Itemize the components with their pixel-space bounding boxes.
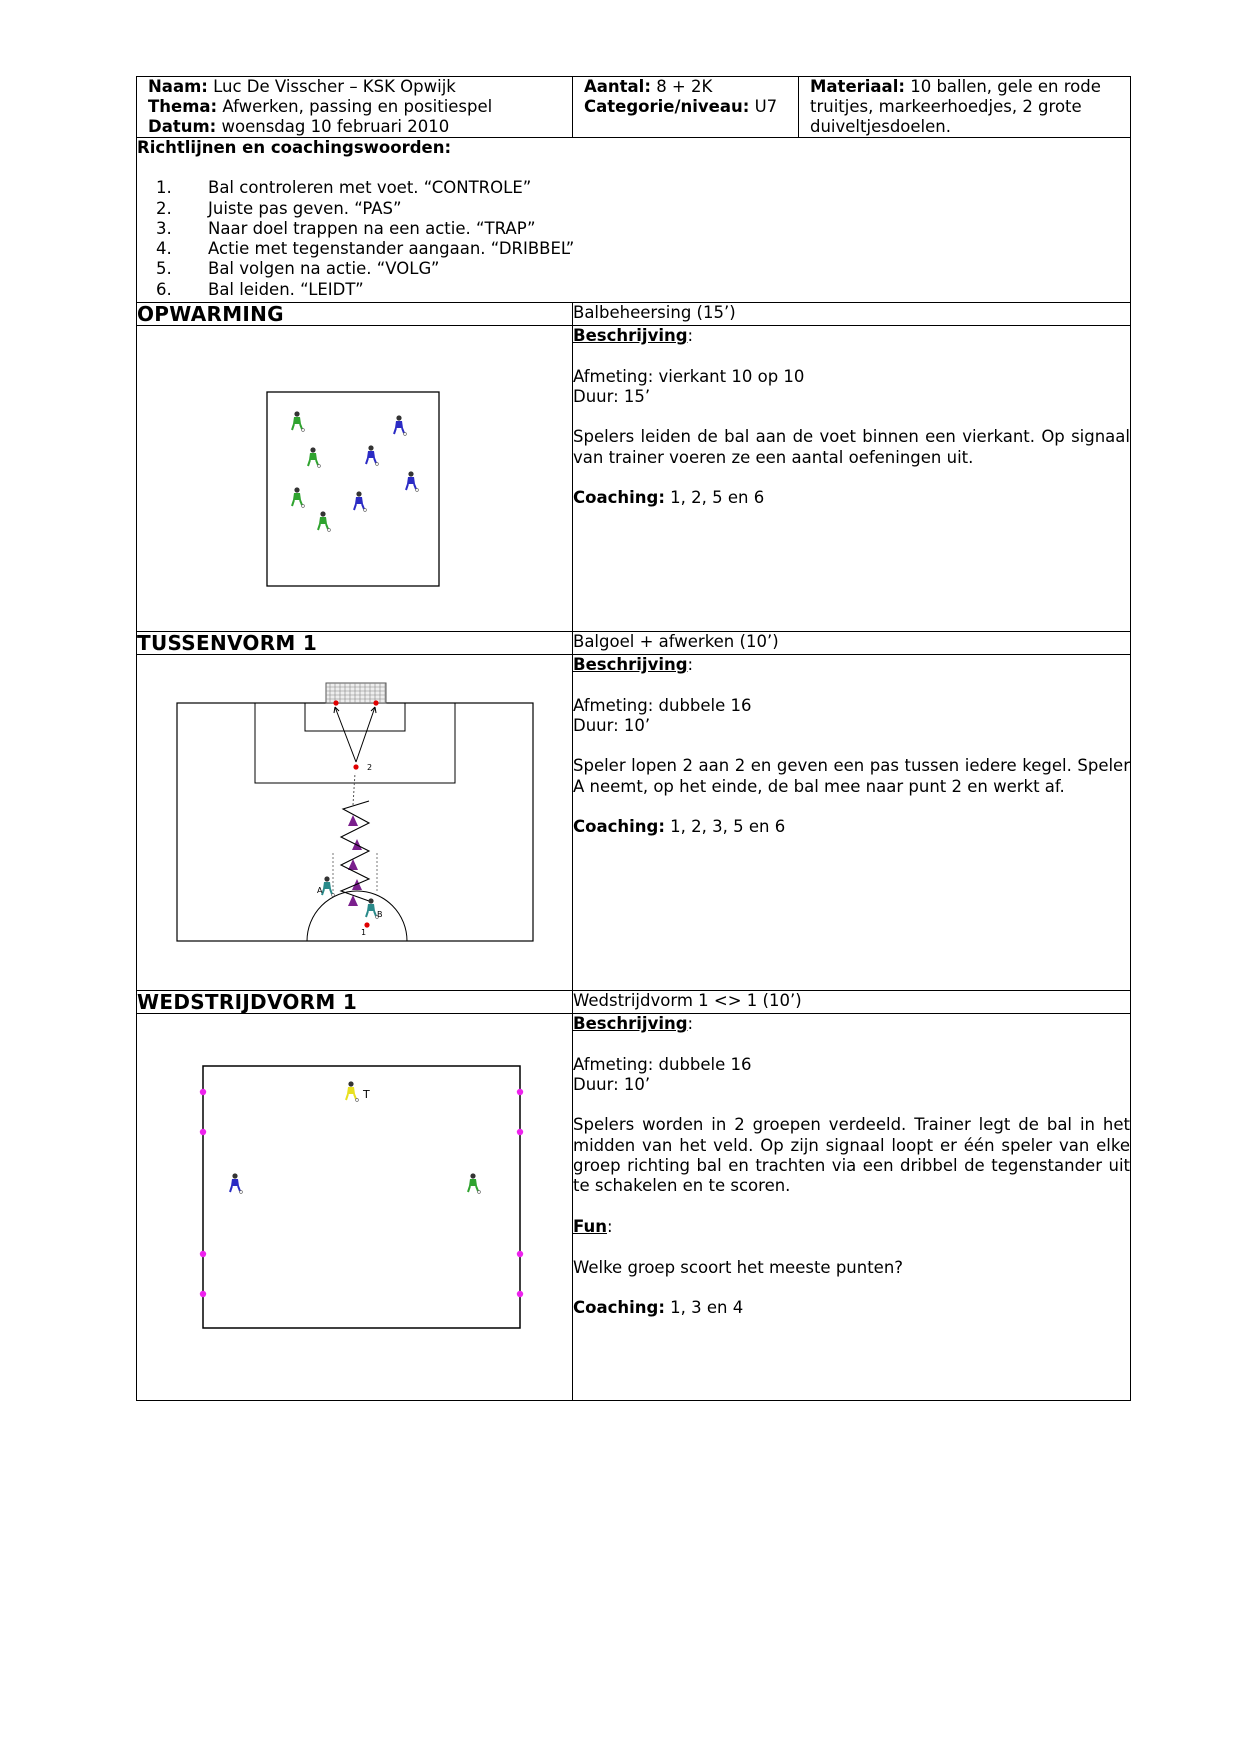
- point-2-marker: [353, 764, 358, 769]
- header-material-cell: [799, 77, 1131, 138]
- player-b-label: B: [377, 910, 383, 919]
- section-subtitle: Balbeheersing (15’): [573, 303, 1131, 326]
- description-text: Spelers leiden de bal aan de voet binnen een vierkant. Op signaal van trainer voeren ze een aantal oefeningen uit.: [573, 427, 1130, 467]
- training-table: [136, 76, 1131, 1401]
- coaching-value: 1, 3 en 4: [670, 1298, 744, 1318]
- guideline-item: [137, 239, 1130, 259]
- thema-value: Afwerken, passing en positiespel: [222, 97, 493, 116]
- player-shirt: [323, 882, 331, 889]
- guideline-item: [137, 199, 1130, 219]
- player-shirt: [367, 904, 375, 911]
- guideline-item: [137, 219, 1130, 239]
- categorie-value: U7: [754, 97, 778, 116]
- section-header-row: [137, 991, 1131, 1014]
- materiaal-value: 10 ballen, gele en rode truitjes, markeerhoedjes, 2 grote duiveltjesdoelen.: [810, 77, 1101, 136]
- ball-icon: [416, 489, 419, 492]
- goal-post-marker: [373, 700, 378, 705]
- description-cell: Beschrijving: Afmeting: dubbele 16 Duur: 10’ Spelers worden in 2 groepen verdeeld. Trainer legt de bal in het midden van het veld. Op zijn signaal loopt er één speler van elke groep richting bal en trachten via een dribbel de tegenstander uit te schakelen en te scoren. Fun: Welke groep scoort het meeste punten? Coaching: 1, 3 en 4: [573, 1014, 1131, 1401]
- ball-icon: [376, 463, 379, 466]
- section-body-row: [137, 1014, 1131, 1401]
- categorie-label: Categorie/niveau:: [584, 97, 750, 116]
- fun-label: Fun: [573, 1216, 607, 1236]
- coaching-value: 1, 2, 5 en 6: [670, 488, 765, 508]
- player-a-label: A: [317, 886, 323, 895]
- match-field: [203, 1066, 520, 1328]
- player-shirt: [309, 453, 317, 460]
- player-head: [232, 1173, 237, 1178]
- duur-text: Duur: 15’: [573, 386, 651, 406]
- ball-icon: [478, 1191, 481, 1194]
- player-head: [320, 511, 325, 516]
- section-title: OPWARMING: [137, 303, 573, 326]
- ball-icon: [404, 433, 407, 436]
- cone-marker: [517, 1251, 523, 1257]
- cone-marker: [200, 1129, 206, 1135]
- ball-icon: [364, 509, 367, 512]
- cone-marker: [517, 1291, 523, 1297]
- materiaal-label: Materiaal:: [810, 77, 905, 96]
- description-cell: Beschrijving: Afmeting: dubbele 16 Duur: 10’ Speler lopen 2 aan 2 en geven een pas tussen iedere kegel. Speler A neemt, op het einde, de bal mee naar punt 2 en werkt af. Coaching: 1, 2, 3, 5 en 6: [573, 655, 1131, 991]
- description-cell: Beschrijving: Afmeting: vierkant 10 op 10 Duur: 15’ Spelers leiden de bal aan de voet binnen een vierkant. Op signaal van trainer voeren ze een aantal oefeningen uit. Coaching: 1, 2, 5 en 6: [573, 326, 1131, 632]
- datum-label: Datum:: [148, 117, 217, 136]
- player-head: [408, 471, 413, 476]
- guideline-text: Bal leiden. “LEIDT”: [208, 279, 364, 299]
- datum-value: woensdag 10 februari 2010: [221, 117, 450, 136]
- ball-icon: [240, 1191, 243, 1194]
- header-row: [137, 77, 1131, 138]
- aantal-label: Aantal:: [584, 77, 651, 96]
- section-header-row: [137, 303, 1131, 326]
- fun-text: Welke groep scoort het meeste punten?: [573, 1257, 904, 1277]
- guideline-text: Juiste pas geven. “PAS”: [208, 198, 402, 218]
- point-1-label: 1: [361, 928, 367, 937]
- player-shirt: [293, 493, 301, 500]
- section-title: TUSSENVORM 1: [137, 632, 573, 655]
- coaching-label: Coaching:: [573, 817, 665, 837]
- warmup-diagram: [137, 326, 571, 630]
- coaching-label: Coaching:: [573, 488, 665, 508]
- player-head: [324, 876, 329, 881]
- description-label: Beschrijving: [573, 655, 688, 674]
- player-head: [294, 487, 299, 492]
- point-2-label: 2: [367, 763, 373, 772]
- player-head: [368, 898, 373, 903]
- guideline-text: Naar doel trappen na een actie. “TRAP”: [208, 218, 536, 238]
- cone-marker: [200, 1089, 206, 1095]
- guidelines-list: [137, 178, 1130, 300]
- ball-icon: [318, 465, 321, 468]
- player-head: [348, 1081, 353, 1086]
- duur-text: Duur: 10’: [573, 1074, 651, 1094]
- player-shirt: [367, 451, 375, 458]
- drill-diagram: [137, 655, 571, 989]
- cone-marker: [200, 1251, 206, 1257]
- description-text: Speler lopen 2 aan 2 en geven een pas tussen iedere kegel. Speler A neemt, op het einde, de bal mee naar punt 2 en werkt af.: [573, 756, 1130, 796]
- guidelines-title: Richtlijnen en coachingswoorden:: [137, 138, 452, 157]
- diagram-cell: [137, 655, 573, 991]
- afmeting-text: Afmeting: vierkant 10 op 10: [573, 366, 805, 386]
- ball-icon: [332, 894, 335, 897]
- goal-net: [326, 683, 386, 703]
- guideline-number: 1.: [156, 178, 172, 198]
- section-header-row: [137, 632, 1131, 655]
- header-count-cell: [573, 77, 799, 138]
- player-shirt: [469, 1179, 477, 1186]
- guideline-number: 4.: [156, 239, 172, 259]
- section-subtitle: Wedstrijdvorm 1 <> 1 (10’): [573, 991, 1131, 1014]
- guideline-item: [137, 178, 1130, 198]
- ball-icon: [356, 1099, 359, 1102]
- description-text: Spelers worden in 2 groepen verdeeld. Trainer legt de bal in het midden van het veld. Op zijn signaal loopt er één speler van elke groep richting bal en trachten via een dribbel de tegenstander uit te schakelen en te scoren.: [573, 1115, 1130, 1196]
- thema-label: Thema:: [148, 97, 218, 116]
- aantal-value: 8 + 2K: [656, 77, 713, 96]
- player-shirt: [355, 497, 363, 504]
- coaching-label: Coaching:: [573, 1298, 665, 1318]
- player-head: [310, 447, 315, 452]
- duur-text: Duur: 10’: [573, 715, 651, 735]
- naam-value: Luc De Visscher – KSK Opwijk: [213, 77, 456, 96]
- guideline-number: 3.: [156, 218, 172, 238]
- section-body-row: [137, 655, 1131, 991]
- training-sheet: [136, 76, 1130, 1401]
- player-shirt: [293, 417, 301, 424]
- cone-marker: [200, 1291, 206, 1297]
- guideline-text: Actie met tegenstander aangaan. “DRIBBEL”: [208, 239, 575, 259]
- player-shirt: [319, 517, 327, 524]
- player-shirt: [395, 421, 403, 428]
- description-label: Beschrijving: [573, 326, 688, 345]
- guideline-item: [137, 280, 1130, 300]
- cone-marker: [517, 1089, 523, 1095]
- guideline-text: Bal volgen na actie. “VOLG”: [208, 259, 440, 279]
- naam-label: Naam:: [148, 77, 208, 96]
- player-head: [356, 491, 361, 496]
- coaching-value: 1, 2, 3, 5 en 6: [670, 817, 786, 837]
- cone-marker: [517, 1129, 523, 1135]
- ball-icon: [328, 529, 331, 532]
- player-head: [470, 1173, 475, 1178]
- diagram-cell: [137, 1014, 573, 1401]
- point-1-marker: [364, 922, 369, 927]
- player-head: [396, 415, 401, 420]
- header-identity-cell: [137, 77, 573, 138]
- section-subtitle: Balgoel + afwerken (10’): [573, 632, 1131, 655]
- diagram-cell: [137, 326, 573, 632]
- guideline-number: 6.: [156, 279, 172, 299]
- ball-icon: [302, 505, 305, 508]
- player-shirt: [231, 1179, 239, 1186]
- player-head: [368, 445, 373, 450]
- section-body-row: [137, 326, 1131, 632]
- guideline-text: Bal controleren met voet. “CONTROLE”: [208, 178, 532, 198]
- guideline-item: [137, 259, 1130, 279]
- description-label: Beschrijving: [573, 1014, 688, 1033]
- guidelines-row: [137, 138, 1131, 303]
- section-title: WEDSTRIJDVORM 1: [137, 991, 573, 1014]
- guideline-number: 5.: [156, 259, 172, 279]
- player-shirt: [407, 477, 415, 484]
- player-head: [294, 411, 299, 416]
- player-shirt: [347, 1087, 355, 1094]
- match-diagram: [137, 1014, 571, 1399]
- ball-icon: [302, 429, 305, 432]
- guideline-number: 2.: [156, 198, 172, 218]
- warmup-square: [267, 392, 439, 586]
- goal-post-marker: [333, 700, 338, 705]
- afmeting-text: Afmeting: dubbele 16: [573, 695, 752, 715]
- afmeting-text: Afmeting: dubbele 16: [573, 1054, 752, 1074]
- trainer-label: T: [363, 1088, 370, 1101]
- guidelines-cell: [137, 138, 1131, 303]
